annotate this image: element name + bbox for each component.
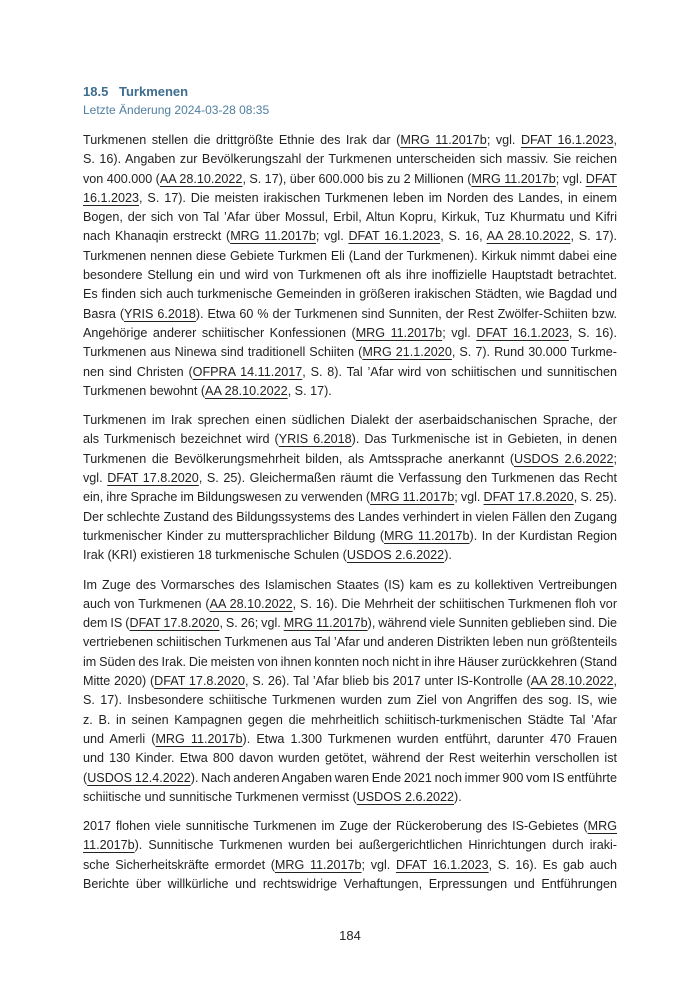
section-heading bbox=[83, 83, 617, 101]
text-segment: Es finden sich auch turkmenische Gemeinden in größeren irakischen Städten, wie Bagdad und bbox=[83, 287, 617, 302]
section-number: 18.5 bbox=[83, 84, 109, 99]
last-modified: Letzte Änderung 2024-03-28 08:35 bbox=[83, 103, 270, 117]
text-line bbox=[83, 691, 617, 710]
text-segment: 2017 flohen viele sunnitische Turkmenen im Zuge der Rückeroberung des IS-Gebietes ( bbox=[83, 819, 588, 834]
citation-link[interactable]: DFAT bbox=[585, 171, 617, 186]
text-line bbox=[83, 363, 617, 382]
text-segment: Turkmenen die Bevölkerungsmehrheit bilden, als Amtssprache anerkannt ( bbox=[83, 451, 515, 466]
text-segment: , S. 26; vgl. bbox=[219, 616, 284, 631]
citation-link[interactable]: MRG 11.2017b bbox=[370, 490, 455, 505]
text-segment: und 130 Kinder. Etwa 800 davon wurden getötet, während der Rest weiterhin verschollen ist bbox=[83, 751, 617, 766]
text-segment: , S. 16). bbox=[568, 325, 617, 340]
citation-link[interactable]: MRG bbox=[587, 819, 617, 834]
citation-link[interactable]: YRIS 6.2018 bbox=[278, 432, 352, 447]
text-segment: von 400.000 ( bbox=[83, 171, 160, 186]
text-segment: Angehörige anderer schiitischer Konfessionen ( bbox=[83, 325, 356, 340]
text-segment: als Turkmenisch bezeichnet wird ( bbox=[83, 432, 279, 447]
text-line bbox=[83, 247, 617, 266]
text-segment: schiitische und sunnitische Turkmenen vermisst ( bbox=[83, 789, 357, 804]
citation-link[interactable]: DFAT 17.8.2020 bbox=[107, 471, 199, 486]
text-segment: ; vgl. bbox=[486, 133, 521, 147]
citation-link[interactable]: MRG 11.2017b bbox=[355, 325, 443, 340]
citation-link[interactable]: DFAT 16.1.2023 bbox=[395, 857, 489, 872]
text-segment: ; bbox=[613, 451, 617, 466]
citation-link[interactable]: AA 28.10.2022 bbox=[205, 383, 288, 398]
citation-link[interactable]: USDOS 2.6.2022 bbox=[356, 789, 454, 804]
paragraph bbox=[83, 131, 617, 401]
text-segment: turkmenischer Kinder zu muttersprachlicher Bildung ( bbox=[83, 528, 385, 543]
citation-link[interactable]: AA 28.10.2022 bbox=[530, 674, 614, 689]
text-segment: ; vgl. bbox=[555, 171, 586, 186]
text-segment: Turkmenen stellen die drittgrößte Ethnie des Irak dar ( bbox=[83, 133, 401, 147]
citation-link[interactable]: MRG 11.2017b bbox=[400, 133, 487, 147]
text-line bbox=[83, 546, 617, 565]
text-segment: besondere Stellung ein und wird von Turkmenen oft als ihre inoffizielle Hauptstadt betrachtet. bbox=[83, 268, 617, 283]
text-segment: ; vgl. bbox=[442, 325, 477, 340]
text-segment: Berichte über willkürliche und rechtswidrige Verhaftungen, Erpressungen und Entführungen bbox=[83, 876, 617, 891]
text-segment: und Amerli ( bbox=[83, 731, 156, 746]
text-line bbox=[83, 227, 617, 246]
citation-link[interactable]: YRIS 6.2018 bbox=[124, 306, 196, 321]
citation-link[interactable]: MRG 11.2017b bbox=[230, 229, 316, 244]
text-segment: ). In der Kurdistan Region bbox=[469, 528, 617, 543]
text-line bbox=[83, 711, 617, 730]
text-segment: nach Khanaqin erstreckt ( bbox=[83, 229, 231, 244]
citation-link[interactable]: MRG 11.2017b bbox=[274, 857, 362, 872]
text-segment: nen sind Christen ( bbox=[83, 364, 193, 379]
text-line bbox=[83, 788, 617, 807]
text-segment: , S. 17). bbox=[570, 229, 618, 244]
citation-link[interactable]: MRG 11.2017b bbox=[471, 171, 556, 186]
text-segment: , S. 16). Die Mehrheit der schiitischen Turkmenen floh vor bbox=[292, 596, 618, 611]
text-segment: ; vgl. bbox=[454, 490, 484, 505]
text-line bbox=[83, 527, 617, 546]
text-segment: , S. 8). Tal ’Afar wird von schiitischen und sunnitischen bbox=[302, 364, 617, 379]
text-line bbox=[83, 285, 617, 304]
text-segment: Mitte 2020) ( bbox=[83, 674, 155, 689]
text-segment: Irak (KRI) existieren 18 turkmenische Schulen ( bbox=[83, 548, 347, 563]
text-segment: , bbox=[613, 133, 617, 147]
citation-link[interactable]: MRG 21.1.2020 bbox=[362, 345, 452, 360]
text-line bbox=[83, 170, 617, 189]
text-line bbox=[83, 749, 617, 768]
text-segment: ). Sunnitische Turkmenen wurden bei außergerichtlichen Hinrichtungen durch iraki- bbox=[134, 838, 617, 853]
text-segment: ). Etwa 1.300 Turkmenen wurden entführt, darunter 470 Frauen bbox=[242, 731, 617, 746]
text-segment: dem IS ( bbox=[83, 616, 130, 631]
text-segment: ), während viele Sunniten geblieben sind. Die bbox=[367, 616, 617, 631]
text-line bbox=[83, 305, 617, 324]
text-line bbox=[83, 469, 617, 488]
text-segment: ; vgl. bbox=[361, 857, 396, 872]
citation-link[interactable]: DFAT 16.1.2023 bbox=[348, 229, 441, 244]
citation-link[interactable]: 16.1.2023 bbox=[83, 190, 140, 205]
text-segment: Turkmenen bewohnt ( bbox=[83, 383, 206, 398]
citation-link[interactable]: DFAT 16.1.2023 bbox=[476, 325, 569, 340]
citation-link[interactable]: USDOS 2.6.2022 bbox=[514, 451, 614, 466]
text-line bbox=[83, 672, 617, 691]
text-line bbox=[83, 189, 617, 208]
text-segment: Der schlechte Zustand des Bildungssystems des Landes verhindert in vielen Fällen den Zugang bbox=[83, 509, 617, 524]
text-line bbox=[83, 856, 617, 875]
text-line bbox=[83, 382, 617, 401]
text-line bbox=[83, 614, 617, 633]
text-segment: , S. 25). Gleichermaßen räumt die Verfassung den Turkmenen das Recht bbox=[198, 471, 618, 486]
text-segment: , S. 16, bbox=[440, 229, 487, 244]
citation-link[interactable]: MRG 11.2017b bbox=[283, 616, 368, 631]
text-segment: , S. 16). Es gab auch bbox=[488, 857, 617, 872]
text-segment: , S. 26). Tal ’Afar blieb bis 2017 unter IS-Kontrolle ( bbox=[244, 674, 531, 689]
text-line bbox=[83, 595, 617, 614]
text-line bbox=[83, 817, 617, 836]
text-segment: , S. 17). bbox=[287, 383, 332, 398]
text-line bbox=[83, 488, 617, 507]
text-segment: auch von Turkmenen ( bbox=[83, 596, 210, 611]
citation-link[interactable]: MRG 11.2017b bbox=[384, 528, 470, 543]
text-line bbox=[83, 508, 617, 527]
text-line bbox=[83, 836, 617, 855]
text-line bbox=[83, 633, 617, 652]
text-segment: vgl. bbox=[83, 471, 108, 486]
text-segment: , S. 7). Rund 30.000 Turkme- bbox=[451, 345, 617, 360]
text-segment: ; vgl. bbox=[315, 229, 349, 244]
text-segment: Turkmenen aus Ninewa sind traditionell Schiiten ( bbox=[83, 345, 363, 360]
text-line bbox=[83, 450, 617, 469]
text-segment: ). bbox=[454, 789, 462, 804]
paragraph bbox=[83, 576, 617, 808]
text-line bbox=[83, 411, 617, 430]
text-line bbox=[83, 208, 617, 227]
citation-link[interactable]: AA 28.10.2022 bbox=[209, 596, 293, 611]
text-segment: , S. 17). Die meisten irakischen Turkmenen leben im Norden des Landes, in einem bbox=[139, 190, 617, 205]
text-segment: S. 16). Angaben zur Bevölkerungszahl der Turkmenen unterscheiden sich massiv. Sie reichen bbox=[83, 152, 617, 167]
text-segment: ). bbox=[444, 548, 452, 563]
page-content bbox=[83, 83, 617, 904]
citation-link[interactable]: 11.2017b bbox=[83, 838, 135, 853]
citation-link[interactable]: DFAT 17.8.2020 bbox=[154, 674, 245, 689]
text-line bbox=[83, 430, 617, 449]
text-segment: Im Zuge des Vormarsches des Islamischen Staates (IS) kam es zu kollektiven Vertreibungen bbox=[83, 577, 617, 592]
paragraph bbox=[83, 411, 617, 565]
citation-link[interactable]: DFAT 17.8.2020 bbox=[483, 490, 574, 505]
text-segment: , S. 25). bbox=[573, 490, 618, 505]
text-line bbox=[83, 653, 617, 672]
citation-link[interactable]: USDOS 2.6.2022 bbox=[346, 548, 445, 563]
citation-link[interactable]: DFAT 16.1.2023 bbox=[520, 133, 614, 147]
text-line bbox=[83, 769, 617, 788]
citation-link[interactable]: DFAT 17.8.2020 bbox=[129, 616, 220, 631]
text-line bbox=[83, 324, 617, 343]
text-line bbox=[83, 343, 617, 362]
text-segment: S. 17). Insbesondere schiitische Turkmenen wurden zum Ziel von Angriffen des sog. IS, wie bbox=[83, 693, 617, 708]
text-segment: vertriebenen schiitischen Turkmenen aus Tal ’Afar und anderen Distrikten leben nun größtenteils bbox=[83, 635, 617, 650]
citation-link[interactable]: OFPRA 14.11.2017 bbox=[192, 364, 303, 379]
text-line bbox=[83, 576, 617, 595]
citation-link[interactable]: AA 28.10.2022 bbox=[486, 229, 571, 244]
citation-link[interactable]: MRG 11.2017b bbox=[155, 731, 243, 746]
text-line bbox=[83, 150, 617, 169]
text-segment: ein, ihre Sprache im Bildungswesen zu verwenden ( bbox=[83, 490, 371, 505]
text-segment: Basra ( bbox=[83, 306, 125, 321]
text-segment: sche Sicherheitskräfte ermordet ( bbox=[83, 857, 275, 872]
citation-link[interactable]: AA 28.10.2022 bbox=[159, 171, 243, 186]
page-number: 184 bbox=[339, 928, 361, 943]
paragraph bbox=[83, 817, 617, 894]
text-segment: ). Nach anderen Angaben waren Ende 2021 noch immer 900 vom IS entführte bbox=[190, 770, 617, 785]
text-segment: , S. 17), über 600.000 bis zu 2 Millionen ( bbox=[242, 171, 472, 186]
text-line bbox=[83, 266, 617, 285]
text-segment: z. B. in seinen Kampagnen gegen die mehrheitlich schiitisch-turkmenischen Städte Tal ’Afar bbox=[83, 712, 617, 727]
text-line bbox=[83, 730, 617, 749]
text-segment: im Süden des Irak. Die meisten von ihnen konnten noch nicht in ihre Häuser zurückkehren (Stand bbox=[83, 654, 617, 669]
citation-link[interactable]: USDOS 12.4.2022 bbox=[87, 770, 191, 785]
text-segment: ). Das Turkmenische ist in Gebieten, in denen bbox=[351, 432, 617, 447]
text-segment: Turkmenen nennen diese Gebiete Turkmen Eli (Land der Turkmenen). Kirkuk nimmt dabei eine bbox=[83, 248, 617, 263]
text-line bbox=[83, 131, 617, 150]
text-segment: , bbox=[613, 674, 617, 689]
text-segment: Turkmenen im Irak sprechen einen südlichen Dialekt der aserbaidschanischen Sprache, der bbox=[83, 413, 617, 428]
section-title: Turkmenen bbox=[119, 84, 189, 99]
text-line bbox=[83, 875, 617, 894]
text-segment: ( bbox=[83, 770, 88, 785]
text-segment: Bogen, der sich von Tal ’Afar über Mossul, Erbil, Altun Kopru, Kirkuk, Tuz Khurmatu und Kifri bbox=[83, 210, 617, 225]
text-segment: ). Etwa 60 % der Turkmenen sind Sunniten, der Rest Zwölfer-Schiiten bzw. bbox=[195, 306, 617, 321]
